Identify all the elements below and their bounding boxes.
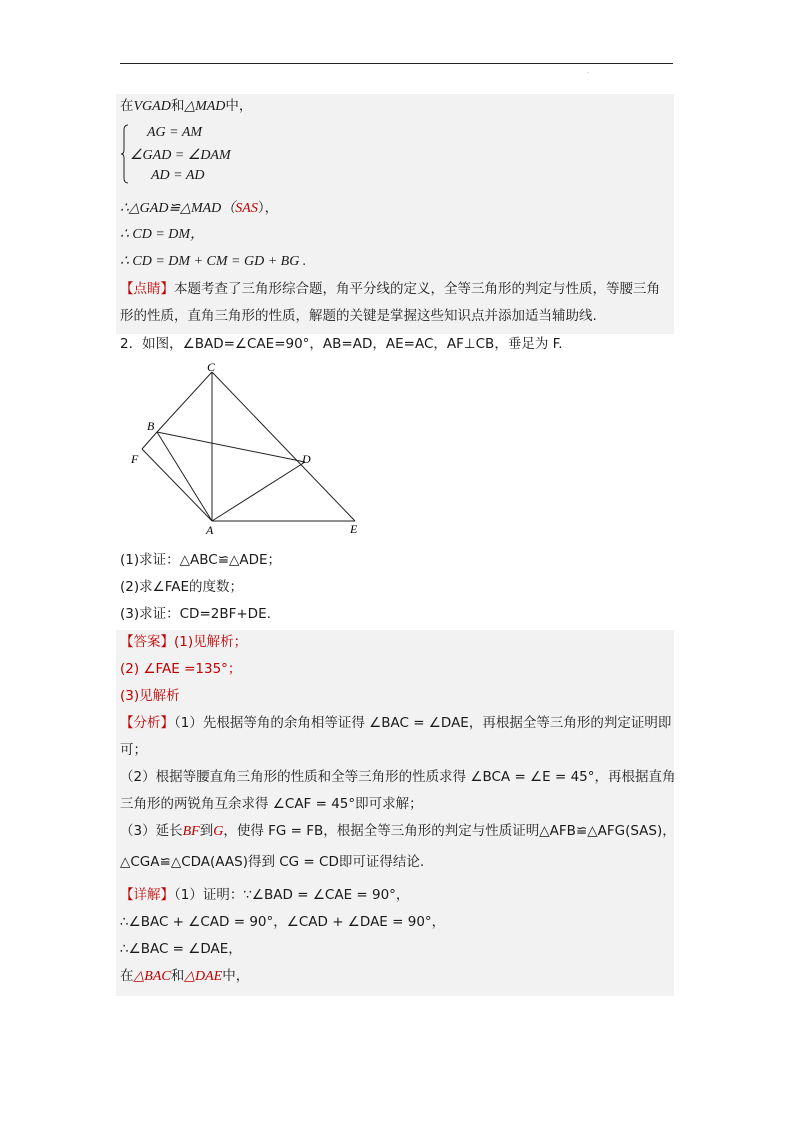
analysis-line-6: △CGA≌△CDA(AAS)得到 CG = CD即可证得结论. — [120, 854, 425, 870]
label-A: A — [206, 523, 214, 537]
cd-dm-line: ∴ CD = DM， — [120, 227, 205, 242]
label-B: B — [147, 419, 155, 433]
segment-CE — [212, 372, 355, 521]
label-D: D — [302, 452, 311, 466]
analysis-line-2: 可； — [120, 742, 147, 758]
segment-BA — [157, 432, 212, 521]
answer-label: 【答案】 — [120, 634, 174, 650]
detail-line-4: 在△BAC和△DAE中， — [120, 968, 250, 984]
label-C: C — [207, 360, 216, 374]
problem-statement: 2．如图，∠BAD=∠CAE=90°，AB=AD，AE=AC，AF⊥CB，垂足为 F. — [120, 336, 563, 352]
system-row-2: ∠GAD = ∠DAM — [130, 148, 231, 163]
analysis-line-3: （2）根据等腰直角三角形的性质和全等三角形的性质求得 ∠BCA = ∠E = 45°，再根据直角 — [120, 769, 676, 785]
tip-line-1: 【点睛】本题考查了三角形综合题，角平分线的定义，全等三角形的判定与性质，等腰三角 — [120, 281, 660, 297]
detail-label: 【详解】 — [120, 887, 174, 903]
analysis-line-4: 三角形的两锐角互余求得 ∠CAF = 45°即可求解； — [120, 796, 423, 812]
answer-line-1: 【答案】(1)见解析； — [120, 634, 248, 650]
segment-CB — [157, 372, 212, 432]
question-1: (1)求证：△ABC≌△ADE； — [120, 552, 282, 568]
header-mark: . — [587, 68, 589, 75]
detail-line-2: ∴∠BAC + ∠CAD = 90°，∠CAD + ∠DAE = 90°， — [120, 914, 446, 930]
answer-line-3: (3)见解析 — [120, 688, 180, 704]
label-F: F — [131, 452, 139, 466]
system-brace — [121, 124, 129, 184]
label-E: E — [350, 522, 358, 536]
cd-sum-line: ∴ CD = DM + CM = GD + BG . — [120, 254, 307, 269]
analysis-line-1: 【分析】（1）先根据等角的余角相等证得 ∠BAC = ∠DAE，再根据全等三角形的判定证明即 — [120, 715, 672, 731]
geometry-figure — [120, 360, 380, 540]
detail-line-3: ∴∠BAC = ∠DAE， — [120, 941, 242, 957]
system-row-1: AG = AM — [147, 125, 203, 140]
question-3: (3)求证：CD=2BF+DE. — [120, 606, 271, 622]
segment-BD — [157, 432, 305, 462]
analysis-label: 【分析】 — [120, 715, 174, 731]
tip-line-2: 形的性质，直角三角形的性质，解题的关键是掌握这些知识点并添加适当辅助线. — [120, 308, 597, 324]
tip-label: 【点睛】 — [120, 281, 174, 297]
segment-DA — [212, 462, 305, 521]
answer-line-2: (2) ∠FAE =135°； — [120, 661, 242, 677]
detail-line-1: 【详解】（1）证明：∵∠BAD = ∠CAE = 90°， — [120, 887, 410, 903]
system-row-3: AD = AD — [151, 168, 205, 183]
segment-FA — [142, 449, 212, 521]
segment-BF — [142, 432, 157, 449]
analysis-line-5: （3）延长BF到G，使得 FG = FB，根据全等三角形的判定与性质证明△AFB≌△AFG(SAS)， — [120, 823, 676, 839]
header-rule — [120, 63, 673, 64]
congruence-line: ∴△GAD≌△MAD（SAS）， — [120, 200, 279, 216]
proof-intro: 在VGAD和△MAD中， — [120, 98, 253, 114]
question-2: (2)求∠FAE的度数； — [120, 579, 244, 595]
